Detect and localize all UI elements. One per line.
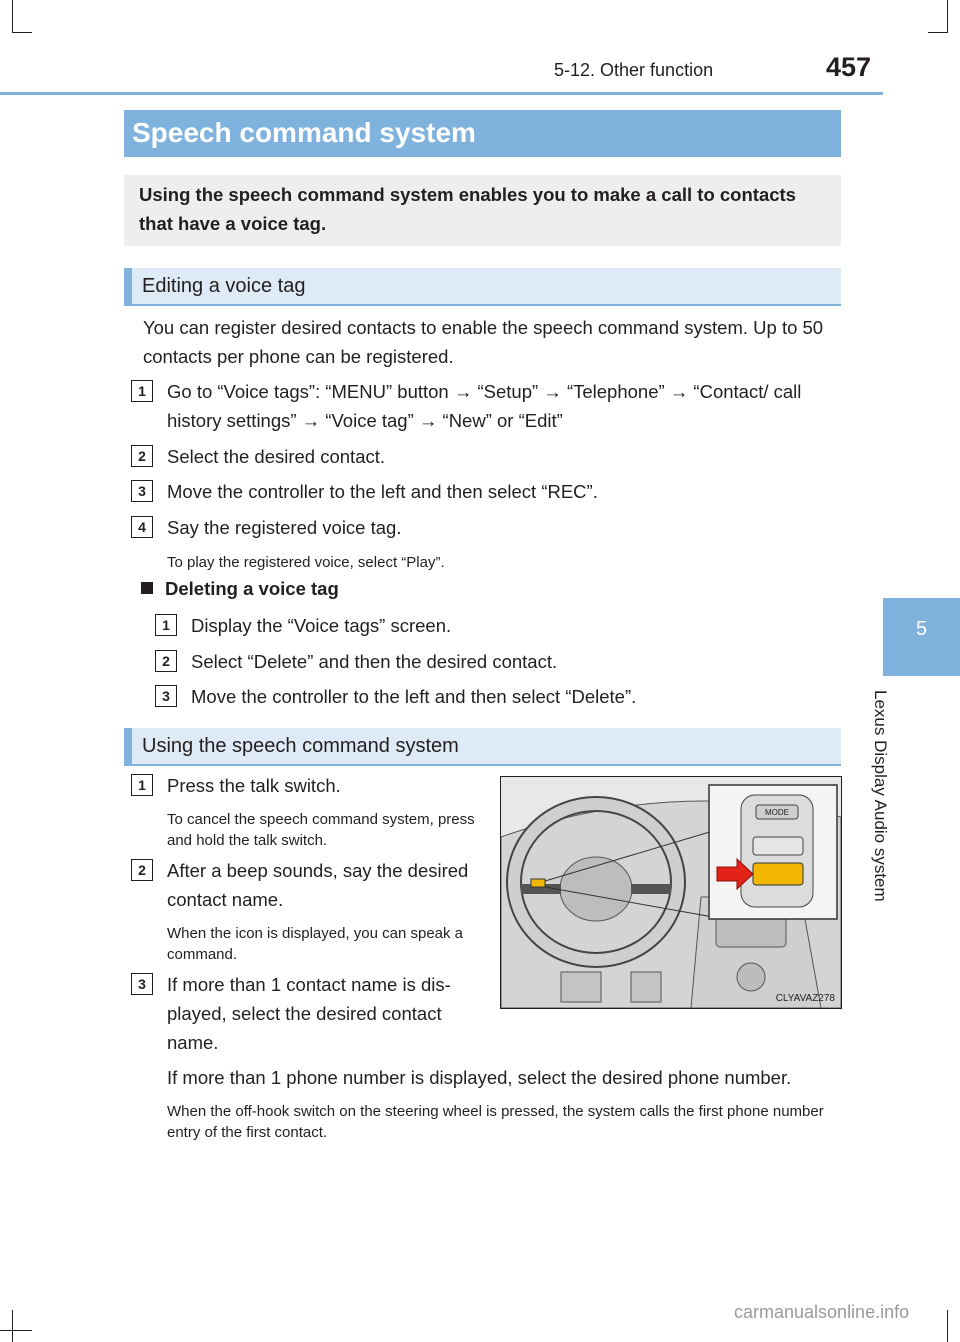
- editing-lead: You can register desired contacts to enable the speech command system. Up to 50 contacts per phone can be registered.: [143, 317, 824, 367]
- watermark: carmanualsonline.info: [734, 1302, 910, 1322]
- figure-code: CLYAVAZ278: [775, 993, 835, 1004]
- using-step-text: If more than 1 contact name is dis- played, select the desired contact name.: [167, 974, 451, 1053]
- deleting-step-text: Select “Delete” and then the desired contact.: [191, 651, 558, 672]
- using-heading: Using the speech command system: [142, 735, 459, 757]
- editing-heading: Editing a voice tag: [142, 275, 306, 297]
- crop-mark: [12, 32, 32, 33]
- chapter-label-text: Lexus Display Audio system: [871, 690, 890, 902]
- editing-heading-bar: [126, 268, 841, 306]
- crop-mark: [947, 1310, 948, 1342]
- section-title: 5-12. Other function: [554, 60, 714, 80]
- step-number: 3: [131, 480, 153, 502]
- editing-step-text: Say the registered voice tag.: [167, 517, 402, 538]
- dashboard-drawing: [501, 777, 841, 1008]
- crop-mark: [12, 0, 13, 32]
- editing-note: To play the registered voice, select “Play”.: [167, 554, 445, 571]
- crop-mark: [928, 32, 948, 33]
- step-number: 4: [131, 516, 153, 538]
- editing-step-text: Select the desired contact.: [167, 446, 386, 467]
- page-number: 457: [826, 52, 872, 82]
- deleting-heading-text: Deleting a voice tag: [165, 578, 339, 599]
- chapter-tab: [883, 598, 960, 676]
- step-number: 3: [131, 973, 153, 995]
- using-step-text: Press the talk switch.: [167, 775, 341, 796]
- page-title: Speech command system: [132, 117, 476, 148]
- step-number: 1: [155, 614, 177, 636]
- intro-text: Using the speech command system enables you to make a call to contacts that have a voice tag.: [139, 184, 796, 234]
- step-number: 1: [131, 774, 153, 796]
- step-number: 1: [131, 380, 153, 402]
- crop-mark: [0, 1330, 32, 1331]
- using-step-note: When the icon is displayed, you can speak a command.: [167, 925, 464, 963]
- step-number: 2: [131, 859, 153, 881]
- square-bullet-icon: [141, 582, 153, 594]
- step-number: 2: [155, 650, 177, 672]
- page-title-bar: [124, 110, 841, 157]
- deleting-step-text: Move the controller to the left and then select “Delete”.: [191, 686, 637, 707]
- crop-mark: [947, 0, 948, 32]
- editing-step-text: Move the controller to the left and then select “REC”.: [167, 481, 598, 502]
- using-step-text: After a beep sounds, say the desired contact name.: [167, 860, 469, 910]
- using-extra-text: If more than 1 phone number is displayed, select the desired phone number.: [167, 1067, 792, 1088]
- mode-button-label: MODE: [765, 808, 789, 817]
- step-number: 3: [155, 685, 177, 707]
- step-number: 2: [131, 445, 153, 467]
- steering-wheel-illustration: [500, 776, 842, 1009]
- editing-step-text: Go to “Voice tags”: “MENU” button → “Setup” → “Telephone” → “Contact/ call history settings” → “Voice tag” → “New” or “Edit”: [167, 381, 802, 431]
- chapter-label: [871, 690, 918, 930]
- using-final-note: When the off-hook switch on the steering wheel is pressed, the system calls the first phone number entry of the first contact.: [167, 1103, 824, 1141]
- intro-box: [124, 175, 841, 246]
- header-rule: [0, 92, 883, 95]
- deleting-step-text: Display the “Voice tags” screen.: [191, 615, 452, 636]
- deleting-heading: [141, 578, 339, 600]
- using-heading-bar: [126, 728, 841, 766]
- crop-mark: [12, 1310, 13, 1342]
- using-step-note: To cancel the speech command system, press and hold the talk switch.: [167, 811, 475, 849]
- chapter-number: 5: [915, 618, 928, 640]
